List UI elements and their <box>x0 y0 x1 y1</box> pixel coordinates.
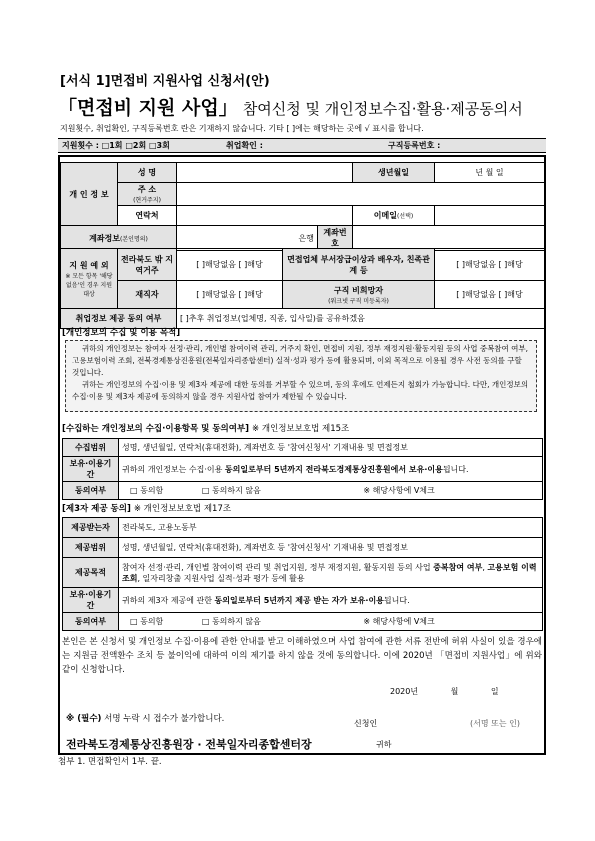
third-purpose-mid: , <box>482 562 485 572</box>
birth-field[interactable]: 년 월 일 <box>435 163 545 183</box>
purpose-paragraph-1: 귀하의 개인정보는 참여자 선정·관리, 개인별 참여이력 관리, 거주지 확인, 면접비 지원, 정부 재정지원·활동지원 등의 사업 중복참여 여부, 고용보험이력 조회, 전북경제통상진흥원(전북일자리종합센터) 실적·성과 평가 등에 활용되며, 이외 목적으로 이용될 경우 사전 동의를 구할 것입니다. <box>72 344 529 377</box>
third-table <box>62 517 543 631</box>
employed-options[interactable]: [ ]해당없음 [ ]해당 <box>177 281 283 309</box>
collect-title <box>62 422 349 434</box>
purpose-title: [개인정보의 수집 및 이용 목적] <box>62 328 181 338</box>
third-keep-pre: 귀하의 제3자 제공에 관한 <box>122 595 212 605</box>
third-purpose-post: , 일자리창출 지원사업 실적·성과 평가 등에 활용 <box>137 573 305 583</box>
contact-label: 연락처 <box>118 206 177 226</box>
collect-scope-value: 성명, 생년월일, 연락처(휴대전화), 계좌번호 등 '참여신청서' 기재내용 및 면접정보 <box>119 439 543 457</box>
third-scope-value: 성명, 생년월일, 연락처(휴대전화), 계좌번호 등 '참여신청서' 기재내용 및 면접정보 <box>119 538 543 558</box>
third-purpose-bold-1: 중복참여 여부 <box>433 562 483 572</box>
third-agree-label: 동의여부 <box>63 613 119 631</box>
third-purpose-label: 제공목적 <box>63 558 119 588</box>
application-date[interactable]: 2020년 월 일 <box>390 687 499 696</box>
collect-law: ※ 개인정보보호법 제15조 <box>252 424 350 434</box>
form-number: [서식 1]면접비 지원사업 신청서(안) <box>60 74 270 89</box>
account-number-field[interactable] <box>353 226 545 251</box>
collect-agree-checkbox[interactable]: □ 동의함 <box>130 486 164 495</box>
exclusion-group-label <box>61 249 118 309</box>
collect-title-text: [수집하는 개인정보의 수집·이용항목 및 동의여부] <box>62 424 250 434</box>
employment-check-label: 취업확인 : <box>226 141 263 150</box>
third-scope-label: 제공범위 <box>63 538 119 558</box>
name-label: 성 명 <box>118 163 177 183</box>
birth-label: 생년월일 <box>353 163 435 183</box>
third-purpose-value <box>119 558 543 588</box>
collect-table <box>62 438 543 500</box>
personal-info-table <box>60 162 545 251</box>
company-relation-label: 면접업체 부서장급이상과 배우자, 친족관계 등 <box>283 249 435 281</box>
email-sublabel: (선택) <box>396 213 414 220</box>
third-purpose-bold-2: 고용보험 이력 조회 <box>122 562 537 583</box>
purpose-box <box>65 340 537 412</box>
jobseeking-label <box>283 281 435 309</box>
contact-field[interactable] <box>177 206 353 226</box>
jobseeking-sublabel: (워크넷 구직 미등록자) <box>328 297 389 305</box>
declaration-text: 본인은 본 신청서 및 개인정보 수집·이용에 관한 안내를 받고 이해하였으며 사업 참여에 관한 서류 전반에 허위 사실이 있을 경우에는 지원금 전액환수 조치 등 불이익에 대하여 이의 제기를 하지 않을 것에 동의합니다. 이에 2020년 「면접비 지원사업」에 위와 같이 신청합니다. <box>62 637 542 675</box>
bank-field[interactable]: 은행 <box>177 226 318 251</box>
title-main: 「면접비 지원 사업」 <box>58 97 238 119</box>
third-receiver-label: 제공받는자 <box>63 518 119 538</box>
employed-label: 재직자 <box>118 281 177 309</box>
page-title <box>58 93 523 120</box>
third-keep-label: 보유·이용기간 <box>63 588 119 613</box>
exclusion-group-note: ※ 모든 항목 '해당없음'인 경우 지원대상 <box>65 272 113 298</box>
collect-agree-label: 동의여부 <box>63 482 119 500</box>
third-keep-bold: 동의일로부터 5년까지 제공 받는 자가 보유·이용 <box>214 595 384 605</box>
third-disagree-checkbox[interactable]: □ 동의하지 않음 <box>201 617 261 626</box>
required-label: ※ (필수) <box>66 714 102 724</box>
jobseeking-label-text: 구직 비희망자 <box>333 285 384 295</box>
collect-keep-value <box>119 457 543 482</box>
exclusion-table <box>60 248 545 329</box>
collect-keep-post: 됩니다. <box>442 464 469 474</box>
company-relation-options[interactable]: [ ]해당없음 [ ]해당 <box>435 249 545 281</box>
email-label <box>353 206 435 226</box>
third-title <box>62 502 231 514</box>
third-agree-row <box>119 613 543 631</box>
third-purpose-pre: 참여자 선정·관리, 개인별 참여이력 관리 및 취업지원, 정부 재정지원, 활동지원 등의 사업 <box>122 562 431 572</box>
attachment-note: 첨부 1. 면접확인서 1부. 끝. <box>58 757 162 767</box>
account-label-text: 계좌정보 <box>89 233 121 243</box>
job-registration-label: 구직등록번호 : <box>388 141 441 150</box>
required-note <box>66 712 224 724</box>
address-label <box>118 183 177 206</box>
account-label <box>61 226 177 251</box>
exclusion-group-text: 지 원 예 외 <box>69 260 109 270</box>
third-keep-post: 됩니다. <box>383 595 410 605</box>
collect-check-note: ※ 해당사항에 V체크 <box>363 486 435 495</box>
share-consent-field[interactable]: [ ]추후 취업정보(업체명, 직종, 입사일)를 공유하겠음 <box>177 309 545 329</box>
title-rest: 참여신청 및 개인정보수집·활용·제공동의서 <box>242 100 523 118</box>
outside-region-label: 전라북도 밖 지역거주 <box>118 249 177 281</box>
collect-keep-label: 보유·이용기간 <box>63 457 119 482</box>
instruction-note: 지원횟수, 취업확인, 구직등록번호 란은 기재하지 않습니다. 기타 [ ]에는 해당하는 곳에 √ 표시를 합니다. <box>60 124 424 133</box>
collect-scope-label: 수집범위 <box>63 439 119 457</box>
address-sublabel: (현거주지) <box>133 197 161 204</box>
third-agree-checkbox[interactable]: □ 동의함 <box>130 617 164 626</box>
third-keep-value <box>119 588 543 613</box>
recipient-name: 전라북도경제통상진흥원장 · 전북일자리종합센터장 <box>66 738 312 751</box>
address-label-text: 주 소 <box>137 185 157 194</box>
required-text: 서명 누락 시 접수가 불가합니다. <box>104 714 225 724</box>
third-law: ※ 개인정보보호법 제17조 <box>133 504 232 514</box>
account-number-label: 계좌번호 <box>318 226 353 251</box>
email-label-text: 이메일 <box>373 211 397 220</box>
collect-keep-pre: 귀하의 개인정보는 수집·이용 <box>122 464 223 474</box>
address-field[interactable] <box>177 183 545 206</box>
purpose-paragraph-2: 귀하는 개인정보의 수집·이용 및 제3자 제공에 대한 동의를 거부할 수 있으며, 동의 후에도 언제든지 철회가 가능합니다. 다만, 개인정보의 수집·이용 및 제3자 제공에 동의하지 않을 경우 지원사업 참여가 제한될 수 있습니다. <box>72 380 529 401</box>
name-field[interactable] <box>177 163 353 183</box>
collect-disagree-checkbox[interactable]: □ 동의하지 않음 <box>201 486 261 495</box>
third-title-text: [제3자 제공 동의] <box>62 504 131 514</box>
share-consent-label: 취업정보 제공 동의 여부 <box>61 309 177 329</box>
personal-group-label: 개 인 정 보 <box>61 163 118 226</box>
admin-bar <box>58 138 546 153</box>
signature-field[interactable]: (서명 또는 인) <box>470 719 520 728</box>
collect-keep-bold: 동의일로부터 5년까지 전라북도경제통상진흥원에서 보유·이용 <box>224 464 443 474</box>
collect-agree-row <box>119 482 543 500</box>
jobseeking-options[interactable]: [ ]해당없음 [ ]해당 <box>435 281 545 309</box>
applicant-label: 신청인 <box>354 719 378 728</box>
account-sublabel: (본인명의) <box>120 235 148 243</box>
email-field[interactable] <box>435 206 545 226</box>
support-count-label: 지원횟수 : □1회 □2회 □3회 <box>62 141 170 150</box>
outside-region-options[interactable]: [ ]해당없음 [ ]해당 <box>177 249 283 281</box>
third-receiver-value: 전라북도, 고용노동부 <box>119 518 543 538</box>
third-check-note: ※ 해당사항에 V체크 <box>363 617 435 626</box>
recipient-honorific: 귀하 <box>376 740 392 749</box>
